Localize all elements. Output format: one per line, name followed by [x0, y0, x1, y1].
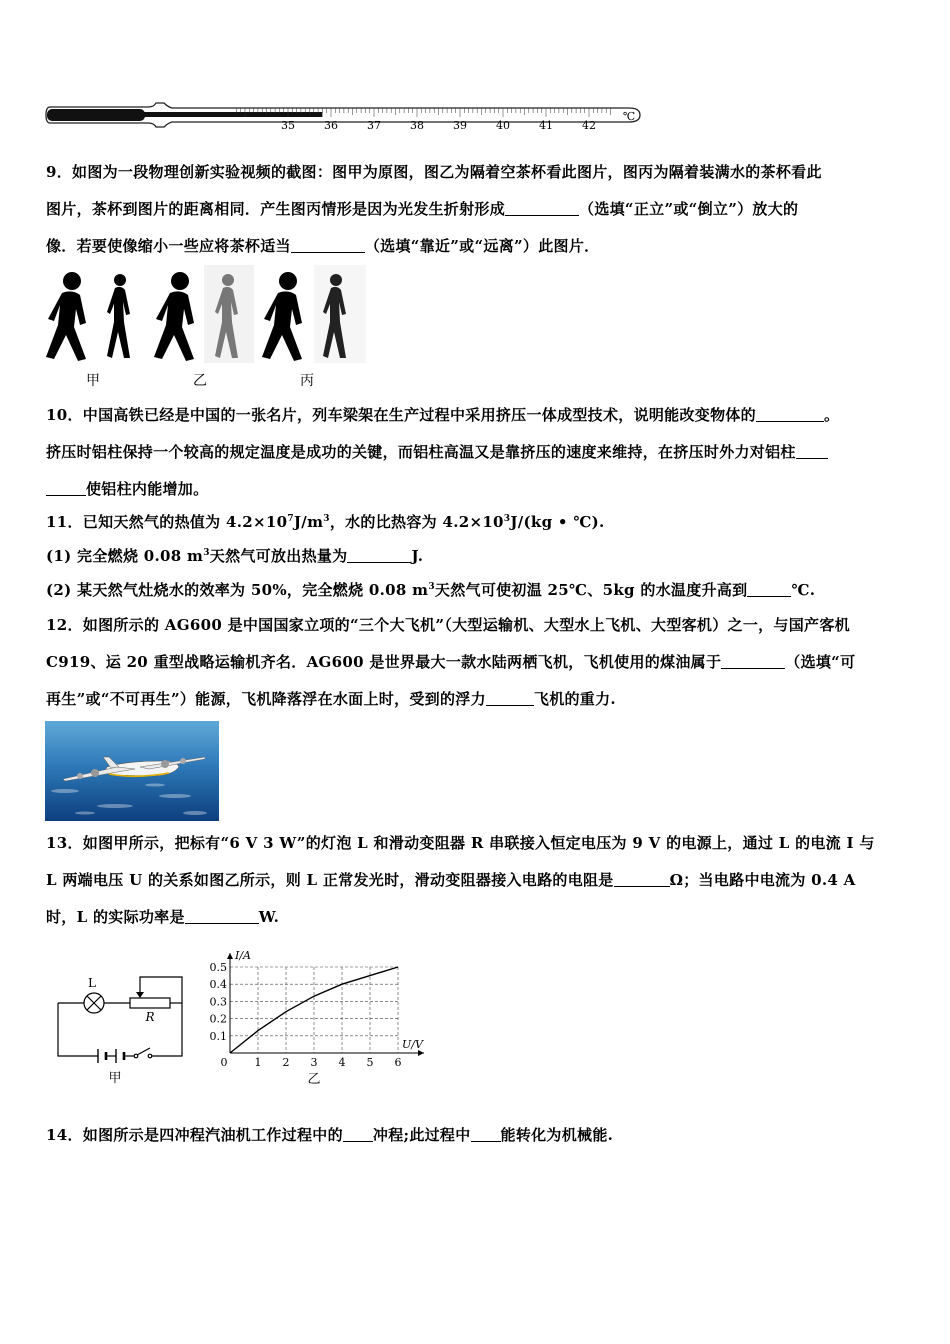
- q11-part-2: [46, 580, 815, 600]
- q10-line-1: [46, 405, 839, 425]
- q9-text: 图片，茶杯到图片的距离相同．产生图丙情形是因为光发生折射形成: [46, 200, 506, 218]
- q10-text: 10．中国高铁已经是中国的一张名片，列车梁架在生产过程中采用挤压一体成型技术，说明能改变物体的: [46, 406, 756, 424]
- q13-text: 时，L 的实际功率是: [46, 908, 185, 926]
- x-tick-label: 6: [394, 1056, 402, 1069]
- x-tick-label: 0: [220, 1056, 228, 1069]
- answer-blank[interactable]: [291, 238, 365, 253]
- q11-text: ℃.: [791, 581, 816, 599]
- figure-caption: 甲: [86, 373, 100, 389]
- q10-line-3: [46, 479, 208, 499]
- q10-text: 使铝柱内能增加。: [86, 480, 209, 498]
- q13-line-2: [46, 870, 856, 890]
- answer-blank[interactable]: [486, 691, 534, 706]
- q11-text: J/(kg • ℃).: [510, 513, 605, 531]
- q12-line-1: 12．如图所示的 AG600 是中国国家立项的“三个大飞机”（大型运输机、大型水上飞机、大型客机）之一，与国产客机: [46, 616, 850, 634]
- x-axis-label: U/V: [402, 1038, 423, 1051]
- y-axis-label: I/A: [235, 949, 251, 962]
- seaplane-photo: [45, 721, 219, 821]
- answer-blank[interactable]: [796, 444, 828, 459]
- x-tick-label: 4: [338, 1056, 346, 1069]
- iu-chart: [200, 945, 440, 1090]
- thermometer-tick-label: 36: [324, 119, 338, 132]
- exponent: 7: [287, 514, 294, 524]
- q11-text: 天然气可使初温 25℃、5kg 的水温度升高到: [434, 581, 748, 599]
- q13-line-1: 13．如图甲所示，把标有“6 V 3 W”的灯泡 L 和滑动变阻器 R 串联接入恒定电压为 9 V 的电源上，通过 L 的电流 I 与: [46, 834, 875, 852]
- x-tick-label: 5: [366, 1056, 374, 1069]
- q11-text: 天然气可放出热量为: [209, 547, 348, 565]
- thermometer-tick-label: 38: [410, 119, 424, 132]
- q14-text: 能转化为机械能.: [500, 1126, 614, 1144]
- exponent: 3: [203, 548, 210, 558]
- answer-blank[interactable]: [756, 407, 824, 422]
- answer-blank[interactable]: [721, 654, 785, 669]
- thermometer-mercury-bulb: [47, 109, 145, 121]
- y-tick-label: 0.1: [209, 1029, 227, 1043]
- resistor-label: R: [145, 1010, 155, 1024]
- y-tick-label: 0.2: [209, 1012, 227, 1026]
- q10-text: 挤压时铝柱保持一个较高的规定温度是成功的关键，而铝柱高温又是靠挤压的速度来维持，在挤压时外力对铝柱: [46, 443, 796, 461]
- circuit-caption: 甲: [108, 1071, 122, 1086]
- panel-yi: [154, 265, 254, 363]
- answer-blank[interactable]: [347, 548, 411, 563]
- thermometer-tick-label: 39: [453, 119, 467, 132]
- q12-text: 再生”或“不可再生”）能源，飞机降落浮在水面上时，受到的浮力: [46, 690, 486, 708]
- x-tick-label: 1: [254, 1056, 262, 1069]
- q14-text: 14．如图所示是四冲程汽油机工作过程中的: [46, 1126, 343, 1144]
- q11-text: J.: [411, 547, 424, 565]
- q11-text: ，水的比热容为 4.2×10: [329, 513, 504, 531]
- q12-line-3: [46, 689, 616, 709]
- q10-line-2: [46, 442, 828, 462]
- thermometer-figure: [44, 98, 644, 132]
- x-tick-label: 3: [310, 1056, 318, 1069]
- q9-text: （选填“正立”或“倒立”）放大的: [579, 200, 799, 218]
- answer-blank[interactable]: [343, 1127, 373, 1142]
- lamp-symbol: [84, 993, 104, 1013]
- exponent: 3: [323, 514, 330, 524]
- chart-grid: [230, 967, 398, 1053]
- rheostat-symbol: [130, 990, 170, 1008]
- q9-line-1: 9．如图为一段物理创新实验视频的截图：图甲为原图，图乙为隔着空茶杯看此图片，图丙为隔着装满水的茶杯看此: [46, 163, 822, 181]
- q9-text: （选填“靠近”或“远离”）此图片．: [364, 237, 600, 255]
- y-tick-label: 0.3: [209, 995, 227, 1009]
- figure-caption: 乙: [193, 373, 207, 389]
- thermometer-tick-label: 41: [539, 119, 553, 132]
- q14-text: 冲程;此过程中: [372, 1126, 471, 1144]
- q12-text: 飞机的重力.: [533, 690, 616, 708]
- q9-line-3: [46, 236, 599, 256]
- thermometer-tick-label: 40: [496, 119, 510, 132]
- exponent: 3: [503, 514, 511, 524]
- chart-caption: 乙: [307, 1072, 321, 1087]
- q13-text: L 两端电压 U 的关系如图乙所示，则 L 正常发光时，滑动变阻器接入电路的电阻是: [46, 871, 614, 889]
- q11-text: (2) 某天然气灶烧水的效率为 50%，完全燃烧 0.08 m: [46, 581, 429, 599]
- answer-blank[interactable]: [614, 872, 670, 887]
- q11-text: J/m: [293, 513, 324, 531]
- q13-line-3: [46, 907, 279, 927]
- q12-text: （选填“可: [785, 653, 856, 671]
- answer-blank[interactable]: [747, 582, 791, 597]
- y-tick-label: 0.5: [209, 961, 227, 974]
- q11-text: 11．已知天然气的热值为 4.2×10: [46, 513, 288, 531]
- y-tick-label: 0.4: [209, 978, 227, 992]
- q13-text: Ω；当电路中电流为 0.4 A: [669, 871, 856, 889]
- answer-blank[interactable]: [505, 201, 579, 216]
- figure-caption: 丙: [300, 373, 314, 389]
- q14-line: [46, 1125, 613, 1145]
- q9-text: 像．若要使像缩小一些应将茶杯适当: [46, 237, 291, 255]
- answer-blank[interactable]: [46, 481, 86, 496]
- panel-bing: [262, 265, 366, 363]
- exponent: 3: [428, 582, 435, 592]
- thermometer-tick-label: 37: [367, 119, 381, 132]
- q11-stem: [46, 512, 605, 532]
- q10-text: 。: [823, 406, 840, 424]
- circuit-diagram: [52, 968, 192, 1090]
- answer-blank[interactable]: [185, 909, 259, 924]
- thermometer-mercury-column: [144, 112, 322, 117]
- q12-text: C919、运 20 重型战略运输机齐名．AG600 是世界最大一款水陆两栖飞机，飞机使用的煤油属于: [46, 653, 722, 671]
- answer-blank[interactable]: [471, 1127, 501, 1142]
- q13-text: W.: [258, 908, 280, 926]
- walking-figures-image: [44, 265, 369, 365]
- switch-symbol: [134, 1048, 152, 1058]
- q12-line-2: [46, 652, 855, 672]
- panel-jia: [46, 272, 130, 361]
- x-tick-label: 2: [282, 1056, 290, 1069]
- thermometer-tick-label: 42: [582, 119, 596, 132]
- q11-text: (1) 完全燃烧 0.08 m: [46, 547, 204, 565]
- thermometer-tick-label: 35: [281, 119, 295, 132]
- thermometer-unit: ℃: [622, 110, 636, 123]
- q11-part-1: [46, 546, 423, 566]
- lamp-label: L: [88, 976, 96, 990]
- q9-line-2: [46, 199, 798, 219]
- y-axis-arrow: [227, 953, 233, 959]
